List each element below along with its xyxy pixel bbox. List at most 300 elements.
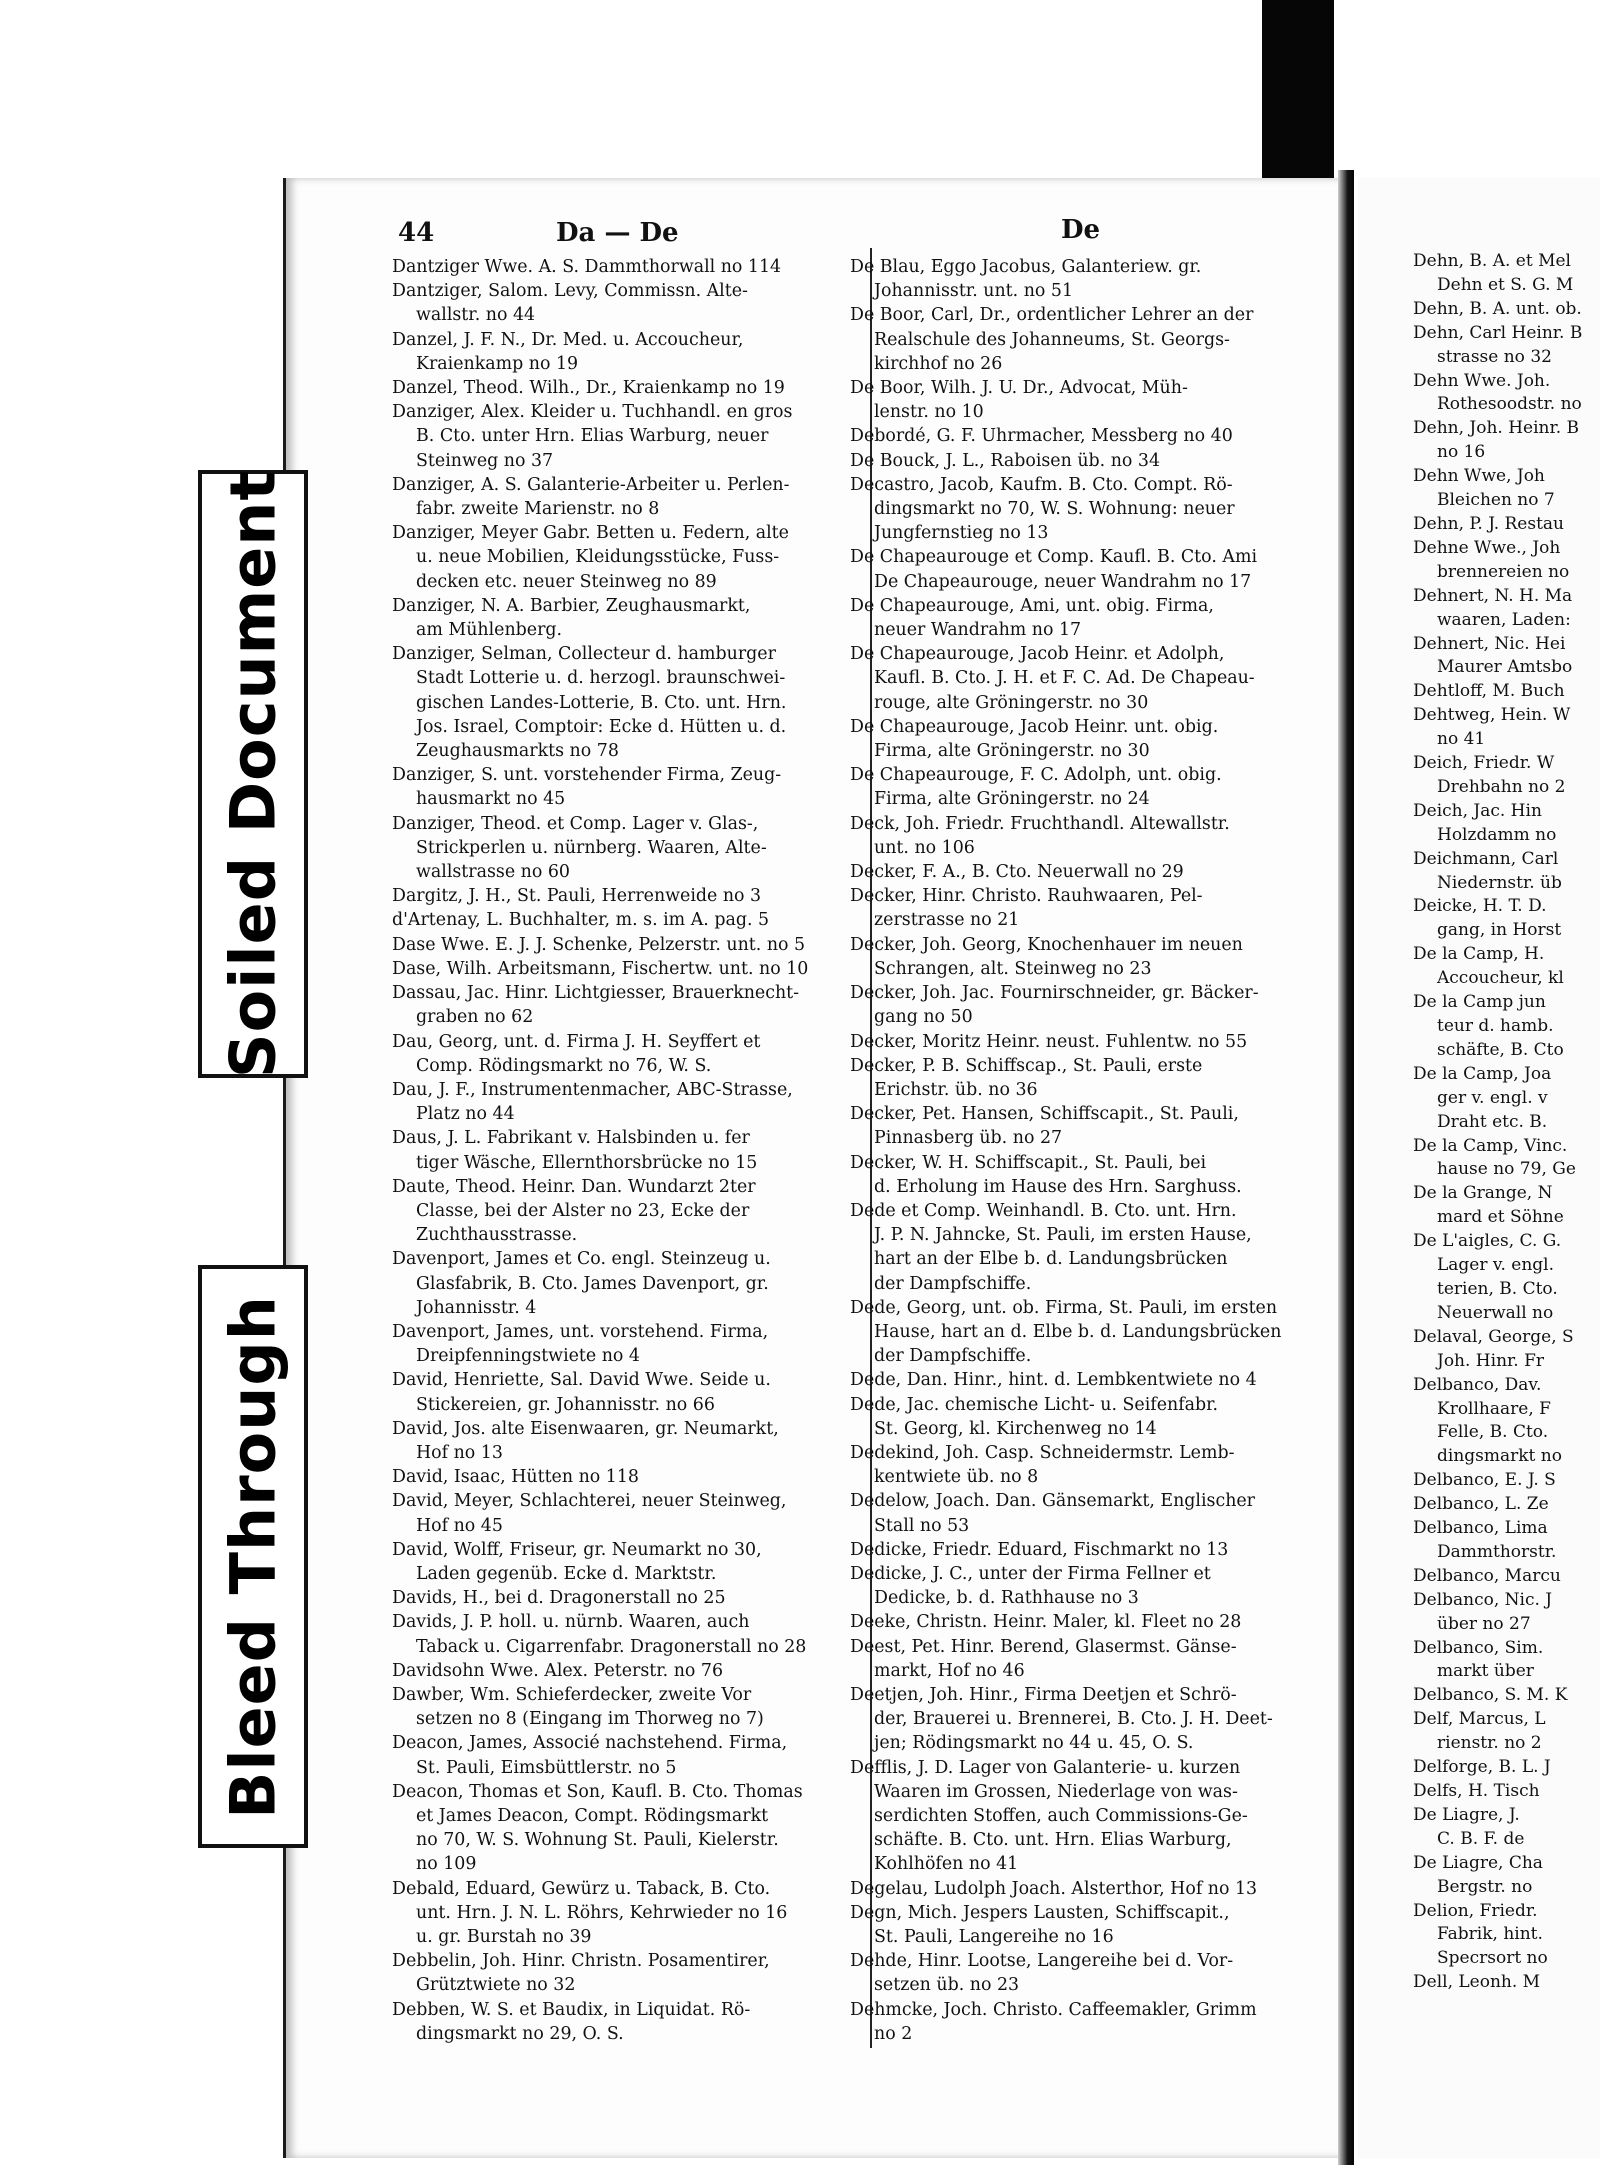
entry-line: Daus, J. L. Fabrikant v. Halsbinden u. fer bbox=[392, 1128, 750, 1149]
entry-line: De L'aigles, C. G. bbox=[1413, 1231, 1562, 1252]
entry-line: Dehne Wwe., Joh bbox=[1413, 537, 1561, 558]
directory-column-right bbox=[1413, 250, 1600, 1995]
directory-entry bbox=[1413, 1063, 1600, 1135]
entry-line: Davidsohn Wwe. Alex. Peterstr. no 76 bbox=[392, 1660, 724, 1681]
directory-entry bbox=[392, 908, 844, 932]
directory-entry bbox=[850, 1441, 1320, 1489]
entry-line: Dase, Wilh. Arbeitsmann, Fischertw. unt. no 10 bbox=[392, 958, 809, 979]
entry-line: Dehn Wwe, Joh bbox=[1413, 466, 1545, 487]
directory-entry bbox=[392, 981, 844, 1029]
directory-entry bbox=[1413, 1493, 1600, 1517]
entry-continuation-line: Krollhaare, F bbox=[1437, 1398, 1551, 1419]
entry-continuation-line: waaren, Laden: bbox=[1437, 609, 1571, 630]
entry-line: Danziger, Meyer Gabr. Betten u. Federn, alte bbox=[392, 523, 789, 544]
entry-continuation-line: hause no 79, Ge bbox=[1437, 1159, 1576, 1180]
entry-continuation-line: Taback u. Cigarrenfabr. Dragonerstall no 28 bbox=[416, 1636, 807, 1657]
directory-entry bbox=[1413, 1230, 1600, 1326]
entry-line: Dedelow, Joach. Dan. Gänsemarkt, Englischer bbox=[850, 1491, 1255, 1512]
entry-continuation-line: no 2 bbox=[874, 2023, 913, 2044]
entry-continuation-line: Fabrik, hint. bbox=[1437, 1924, 1543, 1945]
directory-entry bbox=[392, 1320, 844, 1368]
entry-continuation-line: Dedicke, b. d. Rathhause no 3 bbox=[874, 1588, 1139, 1609]
entry-continuation-line: Hause, hart an d. Elbe b. d. Landungsbrücken bbox=[874, 1321, 1282, 1342]
directory-entry bbox=[850, 1151, 1320, 1199]
directory-entry bbox=[850, 763, 1320, 811]
entry-continuation-line: dingsmarkt no 70, W. S. Wohnung: neuer bbox=[874, 499, 1235, 520]
directory-entry bbox=[392, 400, 844, 473]
directory-entry bbox=[850, 1683, 1320, 1756]
directory-entry bbox=[392, 642, 844, 763]
entry-line: Dargitz, J. H., St. Pauli, Herrenweide no 3 bbox=[392, 886, 762, 907]
directory-entry bbox=[1413, 250, 1600, 298]
directory-entry bbox=[392, 473, 844, 521]
entry-line: Dehn Wwe. Joh. bbox=[1413, 370, 1551, 391]
entry-continuation-line: Stall no 53 bbox=[874, 1515, 970, 1536]
entry-continuation-line: d. Erholung im Hause des Hrn. Sarghuss. bbox=[874, 1176, 1242, 1197]
entry-continuation-line: Zeughausmarkts no 78 bbox=[416, 741, 619, 762]
directory-entry bbox=[392, 594, 844, 642]
entry-continuation-line: Niedernstr. üb bbox=[1437, 872, 1562, 893]
directory-entry bbox=[1413, 943, 1600, 991]
directory-entry bbox=[1413, 1971, 1600, 1995]
directory-entry bbox=[392, 328, 844, 376]
page-fold-shadow bbox=[1338, 170, 1354, 2165]
entry-line: Dehn, B. A. et Mel bbox=[1413, 251, 1571, 271]
entry-continuation-line: mard et Söhne bbox=[1437, 1207, 1564, 1228]
entry-continuation-line: der Dampfschiffe. bbox=[874, 1273, 1032, 1294]
entry-continuation-line: wallstrasse no 60 bbox=[416, 862, 570, 883]
directory-entry bbox=[1413, 417, 1600, 465]
entry-line: Deich, Jac. Hin bbox=[1413, 800, 1542, 821]
directory-entry bbox=[1413, 704, 1600, 752]
directory-entry bbox=[392, 1659, 844, 1683]
entry-continuation-line: Comp. Rödingsmarkt no 76, W. S. bbox=[416, 1055, 712, 1076]
entry-continuation-line: fabr. zweite Marienstr. no 8 bbox=[416, 499, 660, 520]
directory-entry bbox=[392, 1030, 844, 1078]
entry-line: Delforge, B. L. J bbox=[1413, 1757, 1551, 1778]
entry-line: Decker, F. A., B. Cto. Neuerwall no 29 bbox=[850, 862, 1184, 883]
page-number: 44 bbox=[398, 218, 435, 248]
soiled-document-label: Soiled Document bbox=[216, 469, 290, 1079]
entry-line: Dantziger, Salom. Levy, Commissn. Alte- bbox=[392, 281, 748, 302]
entry-continuation-line: Stickereien, gr. Johannisstr. no 66 bbox=[416, 1394, 715, 1415]
entry-continuation-line: brennereien no bbox=[1437, 561, 1570, 582]
directory-entry bbox=[392, 1683, 844, 1731]
entry-continuation-line: St. Pauli, Eimsbüttlerstr. no 5 bbox=[416, 1757, 677, 1778]
entry-line: De la Camp jun bbox=[1413, 992, 1546, 1013]
entry-continuation-line: no 16 bbox=[1437, 442, 1486, 463]
entry-line: Delbanco, Sim. bbox=[1413, 1637, 1544, 1658]
entry-line: De Liagre, Cha bbox=[1413, 1852, 1543, 1873]
entry-continuation-line: Johannisstr. unt. no 51 bbox=[874, 281, 1074, 302]
entry-continuation-line: hausmarkt no 45 bbox=[416, 789, 566, 810]
entry-continuation-line: unt. no 106 bbox=[874, 837, 975, 858]
entry-continuation-line: Kaufl. B. Cto. J. H. et F. C. Ad. De Chapeau- bbox=[874, 668, 1255, 689]
entry-continuation-line: Dreipfenningstwiete no 4 bbox=[416, 1346, 640, 1367]
soiled-document-stamp bbox=[198, 470, 308, 1078]
directory-entry bbox=[850, 642, 1320, 715]
entry-continuation-line: Platz no 44 bbox=[416, 1104, 515, 1125]
entry-continuation-line: gischen Landes-Lotterie, B. Cto. unt. Hrn. bbox=[416, 692, 787, 713]
entry-line: Decker, W. H. Schiffscapit., St. Pauli, bei bbox=[850, 1152, 1207, 1173]
entry-continuation-line: Bleichen no 7 bbox=[1437, 490, 1555, 511]
entry-continuation-line: markt, Hof no 46 bbox=[874, 1660, 1025, 1681]
directory-entry bbox=[850, 1901, 1320, 1949]
entry-line: David, Meyer, Schlachterei, neuer Steinweg, bbox=[392, 1491, 787, 1512]
directory-entry bbox=[850, 1756, 1320, 1877]
directory-entry bbox=[1413, 680, 1600, 704]
running-head-left: Da — De bbox=[556, 218, 679, 248]
directory-entry bbox=[1413, 585, 1600, 633]
directory-entry bbox=[850, 594, 1320, 642]
directory-column-middle bbox=[850, 255, 1320, 2046]
directory-entry bbox=[1413, 1326, 1600, 1374]
entry-line: Deck, Joh. Friedr. Fruchthandl. Altewallstr. bbox=[850, 813, 1230, 834]
entry-continuation-line: kentwiete üb. no 8 bbox=[874, 1467, 1039, 1488]
entry-line: Decastro, Jacob, Kaufm. B. Cto. Compt. Rö- bbox=[850, 474, 1233, 495]
entry-line: d'Artenay, L. Buchhalter, m. s. im A. pag. 5 bbox=[392, 910, 770, 931]
entry-line: Dau, J. F., Instrumentenmacher, ABC-Strasse, bbox=[392, 1079, 793, 1100]
entry-continuation-line: neuer Wandrahm no 17 bbox=[874, 620, 1082, 641]
directory-entry bbox=[392, 1998, 844, 2046]
directory-entry bbox=[850, 1393, 1320, 1441]
entry-line: David, Isaac, Hütten no 118 bbox=[392, 1467, 639, 1488]
entry-continuation-line: Specrsort no bbox=[1437, 1948, 1548, 1969]
entry-continuation-line: gang no 50 bbox=[874, 1007, 973, 1028]
entry-continuation-line: dingsmarkt no 29, O. S. bbox=[416, 2023, 624, 2044]
directory-entry bbox=[1413, 1469, 1600, 1493]
entry-line: Delf, Marcus, L bbox=[1413, 1709, 1546, 1730]
directory-entry bbox=[1413, 752, 1600, 800]
entry-continuation-line: J. P. N. Jahncke, St. Pauli, im ersten Hause, bbox=[874, 1225, 1252, 1246]
entry-continuation-line: u. neue Mobilien, Kleidungsstücke, Fuss- bbox=[416, 547, 780, 568]
directory-entry bbox=[392, 1610, 844, 1658]
entry-continuation-line: Lager v. engl. bbox=[1437, 1255, 1555, 1276]
entry-continuation-line: Neuerwall no bbox=[1437, 1302, 1554, 1323]
entry-continuation-line: ger v. engl. v bbox=[1437, 1087, 1548, 1108]
entry-continuation-line: graben no 62 bbox=[416, 1007, 534, 1028]
entry-continuation-line: Kohlhöfen no 41 bbox=[874, 1854, 1019, 1875]
directory-entry bbox=[392, 1417, 844, 1465]
directory-entry bbox=[392, 376, 844, 400]
directory-entry bbox=[1413, 991, 1600, 1063]
directory-entry bbox=[1413, 370, 1600, 418]
entry-line: Daute, Theod. Heinr. Dan. Wundarzt 2ter bbox=[392, 1176, 756, 1197]
directory-entry bbox=[850, 424, 1320, 448]
entry-line: Danziger, S. unt. vorstehender Firma, Zeug- bbox=[392, 765, 782, 786]
entry-line: De la Grange, N bbox=[1413, 1183, 1553, 1204]
directory-entry bbox=[850, 1562, 1320, 1610]
entry-line: Dede, Georg, unt. ob. Firma, St. Pauli, im ersten bbox=[850, 1297, 1278, 1318]
entry-line: De Chapeaurouge, Jacob Heinr. unt. obig. bbox=[850, 716, 1219, 737]
entry-line: Delbanco, Dav. bbox=[1413, 1374, 1542, 1395]
directory-entry bbox=[850, 1296, 1320, 1369]
directory-entry bbox=[1413, 1780, 1600, 1804]
entry-continuation-line: Strickperlen u. nürnberg. Waaren, Alte- bbox=[416, 837, 767, 858]
entry-continuation-line: Accoucheur, kl bbox=[1437, 968, 1564, 989]
directory-entry bbox=[850, 1538, 1320, 1562]
entry-continuation-line: Firma, alte Gröningerstr. no 24 bbox=[874, 789, 1150, 810]
entry-line: Davenport, James, unt. vorstehend. Firma, bbox=[392, 1321, 769, 1342]
entry-continuation-line: dingsmarkt no bbox=[1437, 1446, 1562, 1467]
directory-entry bbox=[392, 1780, 844, 1877]
entry-line: Debbelin, Joh. Hinr. Christn. Posamentirer, bbox=[392, 1951, 770, 1972]
entry-continuation-line: der, Brauerei u. Brennerei, B. Cto. J. H. Deet- bbox=[874, 1709, 1273, 1730]
entry-line: Deicke, H. T. D. bbox=[1413, 896, 1547, 917]
directory-entry bbox=[392, 812, 844, 885]
entry-continuation-line: u. gr. Burstah no 39 bbox=[416, 1927, 592, 1948]
entry-continuation-line: Erichstr. üb. no 36 bbox=[874, 1079, 1038, 1100]
entry-line: Decker, P. B. Schiffscap., St. Pauli, erste bbox=[850, 1055, 1203, 1076]
entry-line: De Bouck, J. L., Raboisen üb. no 34 bbox=[850, 450, 1161, 471]
entry-line: Degelau, Ludolph Joach. Alsterthor, Hof no 13 bbox=[850, 1878, 1258, 1899]
directory-entry bbox=[850, 1030, 1320, 1054]
directory-entry bbox=[850, 715, 1320, 763]
entry-line: De Blau, Eggo Jacobus, Galanteriew. gr. bbox=[850, 257, 1202, 277]
entry-continuation-line: no 109 bbox=[416, 1854, 477, 1875]
bleed-through-label: Bleed Through bbox=[216, 1294, 290, 1819]
entry-line: Delfs, H. Tisch bbox=[1413, 1781, 1540, 1801]
directory-entry bbox=[392, 1465, 844, 1489]
directory-entry bbox=[1413, 322, 1600, 370]
directory-entry bbox=[392, 957, 844, 981]
entry-line: De Boor, Carl, Dr., ordentlicher Lehrer an der bbox=[850, 305, 1254, 326]
entry-line: Dehtloff, M. Buch bbox=[1413, 681, 1565, 702]
entry-line: Davids, H., bei d. Dragonerstall no 25 bbox=[392, 1588, 726, 1609]
entry-continuation-line: zerstrasse no 21 bbox=[874, 910, 1020, 931]
entry-continuation-line: strasse no 32 bbox=[1437, 346, 1552, 367]
directory-entry bbox=[392, 521, 844, 594]
directory-entry bbox=[1413, 1182, 1600, 1230]
entry-continuation-line: no 41 bbox=[1437, 729, 1486, 750]
entry-line: Danzel, Theod. Wilh., Dr., Kraienkamp no 19 bbox=[392, 378, 785, 399]
entry-line: De Chapeaurouge, Ami, unt. obig. Firma, bbox=[850, 595, 1214, 616]
entry-continuation-line: hart an der Elbe b. d. Landungsbrücken bbox=[874, 1249, 1228, 1270]
entry-continuation-line: Hof no 45 bbox=[416, 1515, 503, 1536]
directory-column-left bbox=[392, 255, 844, 2046]
entry-line: De Chapeaurouge, F. C. Adolph, unt. obig. bbox=[850, 765, 1222, 786]
entry-line: Davenport, James et Co. engl. Steinzeug u. bbox=[392, 1249, 771, 1270]
directory-entry bbox=[392, 884, 844, 908]
directory-entry bbox=[850, 1998, 1320, 2046]
entry-continuation-line: Felle, B. Cto. bbox=[1437, 1422, 1549, 1443]
entry-line: Danziger, A. S. Galanterie-Arbeiter u. Perlen- bbox=[392, 474, 790, 495]
entry-continuation-line: kirchhof no 26 bbox=[874, 353, 1003, 374]
bleed-through-stamp bbox=[198, 1265, 308, 1848]
entry-continuation-line: Bergstr. no bbox=[1437, 1876, 1533, 1897]
entry-line: Dehde, Hinr. Lootse, Langereihe bei d. Vor- bbox=[850, 1951, 1234, 1972]
directory-entry bbox=[392, 279, 844, 327]
entry-line: Decker, Moritz Heinr. neust. Fuhlentw. no 55 bbox=[850, 1031, 1248, 1052]
entry-continuation-line: der Dampfschiffe. bbox=[874, 1346, 1032, 1367]
directory-entry bbox=[850, 860, 1320, 884]
entry-continuation-line: schäfte, B. Cto bbox=[1437, 1039, 1564, 1060]
entry-continuation-line: lenstr. no 10 bbox=[874, 402, 984, 423]
directory-entry bbox=[1413, 1374, 1600, 1470]
entry-continuation-line: markt über bbox=[1437, 1661, 1534, 1682]
entry-line: Dehn, Carl Heinr. B bbox=[1413, 322, 1583, 343]
entry-continuation-line: serdichten Stoffen, auch Commissions-Ge- bbox=[874, 1806, 1248, 1826]
entry-line: De Chapeaurouge, Jacob Heinr. et Adolph, bbox=[850, 644, 1225, 665]
directory-entry bbox=[850, 255, 1320, 303]
entry-line: Dehnert, N. H. Ma bbox=[1413, 585, 1573, 606]
entry-line: Dedicke, Friedr. Eduard, Fischmarkt no 13 bbox=[850, 1539, 1229, 1560]
entry-line: Dedekind, Joh. Casp. Schneidermstr. Lemb- bbox=[850, 1442, 1235, 1463]
directory-entry bbox=[392, 1175, 844, 1248]
entry-continuation-line: St. Georg, kl. Kirchenweg no 14 bbox=[874, 1418, 1157, 1439]
entry-line: Deacon, James, Associé nachstehend. Firma, bbox=[392, 1733, 788, 1754]
entry-continuation-line: C. B. F. de bbox=[1437, 1828, 1525, 1849]
entry-line: Dehmcke, Joch. Christo. Caffeemakler, Grimm bbox=[850, 1999, 1257, 2020]
entry-continuation-line: teur d. hamb. bbox=[1437, 1016, 1554, 1036]
directory-entry bbox=[850, 1949, 1320, 1997]
entry-continuation-line: decken etc. neuer Steinweg no 89 bbox=[416, 571, 717, 592]
entry-line: Dehtweg, Hein. W bbox=[1413, 705, 1571, 726]
entry-continuation-line: terien, B. Cto. bbox=[1437, 1278, 1558, 1299]
entry-line: De Boor, Wilh. J. U. Dr., Advocat, Müh- bbox=[850, 378, 1188, 399]
entry-line: Delbanco, S. M. K bbox=[1413, 1685, 1568, 1706]
entry-continuation-line: Jungfernstieg no 13 bbox=[874, 523, 1049, 544]
entry-line: Degn, Mich. Jespers Lausten, Schiffscapit., bbox=[850, 1902, 1230, 1923]
entry-line: Davids, J. P. holl. u. nürnb. Waaren, auch bbox=[392, 1612, 750, 1633]
directory-entry bbox=[850, 303, 1320, 376]
directory-entry bbox=[392, 1731, 844, 1779]
entry-continuation-line: Laden gegenüb. Ecke d. Marktstr. bbox=[416, 1563, 717, 1584]
entry-continuation-line: Firma, alte Gröningerstr. no 30 bbox=[874, 741, 1150, 762]
entry-line: Decker, Pet. Hansen, Schiffscapit., St. Pauli, bbox=[850, 1104, 1239, 1125]
directory-entry bbox=[850, 1610, 1320, 1634]
entry-line: Delaval, George, S bbox=[1413, 1326, 1574, 1347]
directory-entry bbox=[1413, 1708, 1600, 1756]
directory-entry bbox=[392, 255, 844, 279]
entry-line: Dede, Dan. Hinr., hint. d. Lembkentwiete no 4 bbox=[850, 1370, 1257, 1391]
entry-continuation-line: setzen üb. no 23 bbox=[874, 1975, 1020, 1996]
directory-entry bbox=[1413, 1900, 1600, 1972]
entry-line: Delbanco, Marcu bbox=[1413, 1565, 1561, 1586]
entry-line: Decker, Joh. Jac. Fournirschneider, gr. Bäcker- bbox=[850, 983, 1259, 1004]
entry-continuation-line: Rothesoodstr. no bbox=[1437, 394, 1582, 415]
entry-continuation-line: gang, in Horst bbox=[1437, 920, 1562, 941]
directory-entry bbox=[1413, 895, 1600, 943]
directory-entry bbox=[850, 884, 1320, 932]
entry-continuation-line: schäfte. B. Cto. unt. Hrn. Elias Warburg, bbox=[874, 1830, 1232, 1851]
running-head-center: De bbox=[1061, 215, 1101, 245]
entry-continuation-line: Glasfabrik, B. Cto. James Davenport, gr. bbox=[416, 1273, 769, 1294]
directory-entry bbox=[1413, 1804, 1600, 1852]
entry-line: Danziger, N. A. Barbier, Zeughausmarkt, bbox=[392, 595, 751, 616]
entry-line: Deacon, Thomas et Son, Kaufl. B. Cto. Thomas bbox=[392, 1781, 803, 1802]
directory-entry bbox=[850, 933, 1320, 981]
entry-line: Dede, Jac. chemische Licht- u. Seifenfabr. bbox=[850, 1394, 1219, 1415]
entry-line: De la Camp, H. bbox=[1413, 944, 1545, 965]
entry-line: Dau, Georg, unt. d. Firma J. H. Seyffert et bbox=[392, 1031, 761, 1052]
entry-line: Dede et Comp. Weinhandl. B. Cto. unt. Hrn. bbox=[850, 1200, 1237, 1221]
entry-line: De la Camp, Vinc. bbox=[1413, 1135, 1568, 1156]
entry-line: Deichmann, Carl bbox=[1413, 848, 1559, 869]
entry-line: Deich, Friedr. W bbox=[1413, 753, 1555, 774]
directory-entry bbox=[1413, 848, 1600, 896]
entry-line: David, Wolff, Friseur, gr. Neumarkt no 30, bbox=[392, 1539, 762, 1560]
entry-line: Deetjen, Joh. Hinr., Firma Deetjen et Schrö- bbox=[850, 1684, 1237, 1705]
scan-strip-top bbox=[1262, 0, 1334, 178]
entry-line: Dehn, P. J. Restau bbox=[1413, 513, 1564, 534]
directory-entry bbox=[850, 981, 1320, 1029]
directory-entry bbox=[392, 1586, 844, 1610]
entry-continuation-line: Hof no 13 bbox=[416, 1442, 503, 1463]
entry-continuation-line: Holzdamm no bbox=[1437, 824, 1557, 845]
entry-line: Deest, Pet. Hinr. Berend, Glasermst. Gänse- bbox=[850, 1636, 1237, 1657]
directory-entry bbox=[850, 449, 1320, 473]
entry-continuation-line: Johannisstr. 4 bbox=[416, 1297, 537, 1318]
directory-entry bbox=[850, 1102, 1320, 1150]
entry-line: Dassau, Jac. Hinr. Lichtgiesser, Brauerknecht- bbox=[392, 983, 800, 1004]
entry-line: Defflis, J. D. Lager von Galanterie- u. kurzen bbox=[850, 1757, 1241, 1778]
directory-entry bbox=[850, 1368, 1320, 1392]
directory-entry bbox=[1413, 1684, 1600, 1708]
directory-entry bbox=[392, 1368, 844, 1416]
entry-continuation-line: rienstr. no 2 bbox=[1437, 1733, 1542, 1754]
entry-continuation-line: Draht etc. B. bbox=[1437, 1111, 1548, 1132]
directory-entry bbox=[1413, 1517, 1600, 1565]
entry-line: Deeke, Christn. Heinr. Maler, kl. Fleet no 28 bbox=[850, 1612, 1242, 1633]
entry-continuation-line: Grütztwiete no 32 bbox=[416, 1975, 576, 1996]
entry-continuation-line: Waaren im Grossen, Niederlage von was- bbox=[874, 1781, 1238, 1802]
entry-continuation-line: rouge, alte Gröningerstr. no 30 bbox=[874, 692, 1149, 713]
entry-line: Delbanco, Lima bbox=[1413, 1518, 1548, 1539]
directory-entry bbox=[1413, 1589, 1600, 1637]
entry-line: Debordé, G. F. Uhrmacher, Messberg no 40 bbox=[850, 426, 1233, 447]
entry-line: Decker, Joh. Georg, Knochenhauer im neuen bbox=[850, 934, 1243, 955]
entry-continuation-line: Stadt Lotterie u. d. herzogl. braunschwei- bbox=[416, 668, 786, 689]
directory-entry bbox=[392, 1538, 844, 1586]
directory-entry bbox=[850, 545, 1320, 593]
entry-continuation-line: Steinweg no 37 bbox=[416, 450, 554, 471]
directory-entry bbox=[850, 473, 1320, 546]
directory-entry bbox=[1413, 465, 1600, 513]
entry-line: Dell, Leonh. M bbox=[1413, 1972, 1541, 1993]
entry-continuation-line: B. Cto. unter Hrn. Elias Warburg, neuer bbox=[416, 426, 769, 447]
entry-continuation-line: unt. Hrn. J. N. L. Röhrs, Kehrwieder no 16 bbox=[416, 1902, 788, 1923]
directory-entry bbox=[1413, 633, 1600, 681]
entry-line: Decker, Hinr. Christo. Rauhwaaren, Pel- bbox=[850, 886, 1203, 907]
entry-continuation-line: tiger Wäsche, Ellernthorsbrücke no 15 bbox=[416, 1152, 758, 1173]
entry-continuation-line: jen; Rödingsmarkt no 44 u. 45, O. S. bbox=[874, 1733, 1194, 1754]
entry-continuation-line: am Mühlenberg. bbox=[416, 620, 563, 641]
directory-entry bbox=[850, 376, 1320, 424]
entry-line: Dantziger Wwe. A. S. Dammthorwall no 114 bbox=[392, 257, 782, 277]
directory-entry bbox=[1413, 1565, 1600, 1589]
directory-entry bbox=[850, 1489, 1320, 1537]
entry-continuation-line: Kraienkamp no 19 bbox=[416, 353, 579, 374]
entry-line: Delion, Friedr. bbox=[1413, 1900, 1538, 1921]
entry-line: Danziger, Theod. et Comp. Lager v. Glas-, bbox=[392, 813, 759, 834]
entry-continuation-line: Jos. Israel, Comptoir: Ecke d. Hütten u. d. bbox=[416, 716, 787, 737]
entry-continuation-line: Joh. Hinr. Fr bbox=[1437, 1350, 1545, 1371]
entry-line: Danzel, J. F. N., Dr. Med. u. Accoucheur, bbox=[392, 329, 744, 350]
entry-continuation-line: Schrangen, alt. Steinweg no 23 bbox=[874, 958, 1152, 979]
directory-entry bbox=[1413, 1756, 1600, 1780]
entry-line: Dehnert, Nic. Hei bbox=[1413, 633, 1566, 654]
entry-continuation-line: no 70, W. S. Wohnung St. Pauli, Kielerstr. bbox=[416, 1830, 779, 1851]
directory-entry bbox=[392, 763, 844, 811]
entry-continuation-line: über no 27 bbox=[1437, 1613, 1531, 1634]
directory-entry bbox=[392, 1949, 844, 1997]
entry-line: Delbanco, L. Ze bbox=[1413, 1494, 1549, 1515]
entry-line: Dehn, Joh. Heinr. B bbox=[1413, 418, 1580, 439]
entry-line: Danziger, Alex. Kleider u. Tuchhandl. en gros bbox=[392, 402, 793, 423]
directory-entry bbox=[392, 1247, 844, 1320]
entry-line: Delbanco, Nic. J bbox=[1413, 1589, 1553, 1610]
